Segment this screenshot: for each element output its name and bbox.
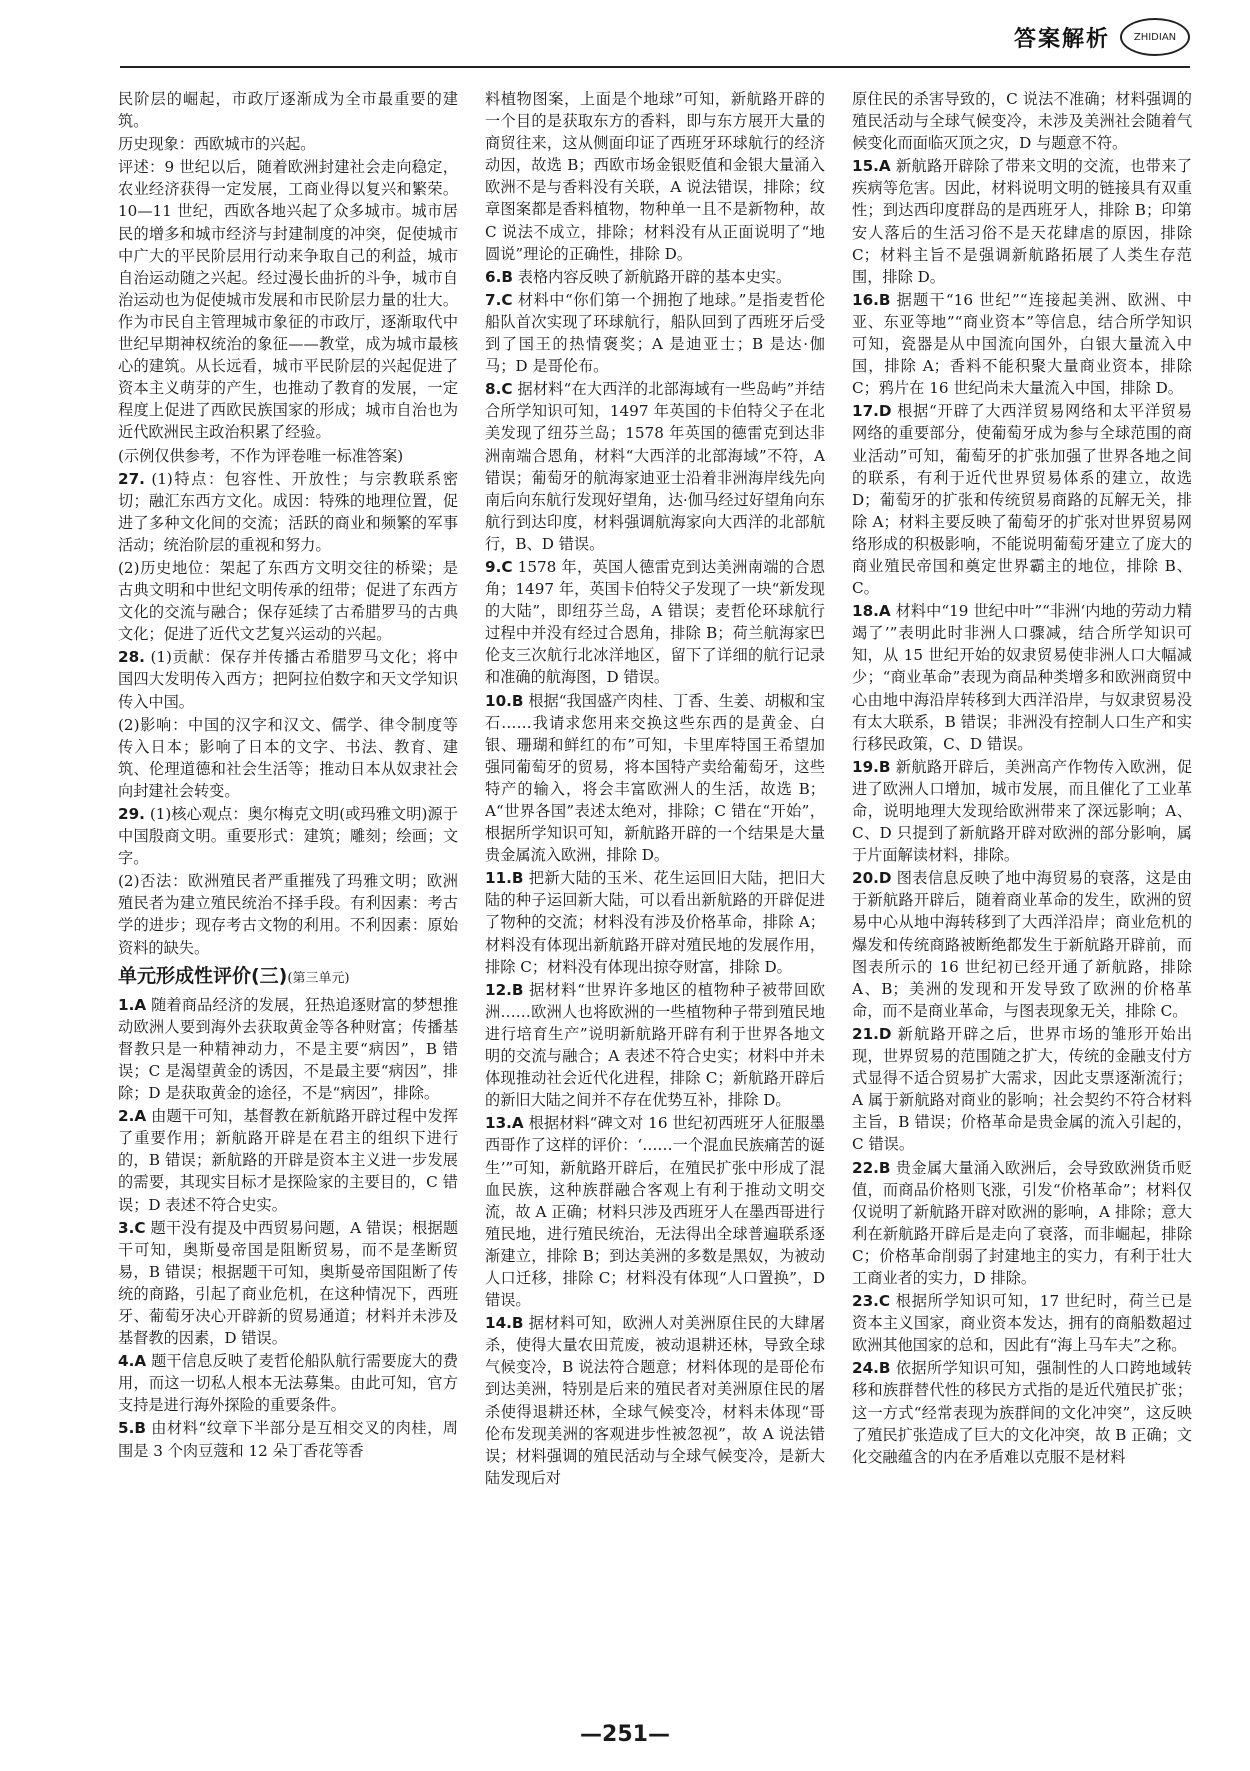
answer-text: 1578 年，英国人德雷克到达美洲南端的合恩角；1497 年，英国卡伯特父子发现了一块“新发现的大陆”，即纽芬兰岛，A 错误；麦哲伦环球航行过程中并没有经过合恩角，排除 B；荷兰航海家巴伦支三次航行北冰洋地区，留下了详细的航行记录和准确的航海图，D 错误。 xyxy=(485,557,825,687)
answer-item xyxy=(118,468,458,556)
answer-text: 据材料“世界许多地区的植物种子被带回欧洲……欧洲人也将欧洲的一些植物种子带到殖民地进行培育生产”说明新航路开辟有利于世界各地文明的交流与融合；A 表述不符合史实；材料中并未体现推动社会近代化进程，排除 C；新航路开辟后的新旧大陆之间并不存在优势互补，排除 D。 xyxy=(485,980,825,1110)
answer-number: 9.C xyxy=(485,557,513,576)
answer-text: 新航路开辟之后，世界市场的雏形开始出现，世界贸易的范围随之扩大，传统的金融支付方式显得不适合贸易扩大需求，因此支票逐渐流行；A 属于新航路对商业的影响；社会契约不符合材料主旨，B 错误；价格革命是贵金属的流入引起的，C 错误。 xyxy=(852,1024,1192,1154)
answer-number: 16.B xyxy=(852,290,891,309)
answer-item xyxy=(852,1290,1192,1356)
column-middle xyxy=(485,88,825,1693)
answer-text: 评述：9 世纪以后，随着欧洲封建社会走向稳定，农业经济获得一定发展，工商业得以复兴和繁荣。10—11 世纪，西欧各地兴起了众多城市。城市居民的增多和城市经济与封建制度的冲突，促使城市中广大的平民阶层用行动来争取自己的利益，城市自治运动随之兴起。经过漫长曲折的斗争，城市自治运动也为促使城市发展和市民阶层力量的壮大。作为市民自主管理城市象征的市政厅，逐渐取代中世纪早期神权统治的象征——教堂，成为城市最核心的建筑。从长远看，城市平民阶层的兴起促进了资本主义萌芽的产生，也推动了教育的发展，一定程度上促进了西欧民族国家的形成；城市自治也为近代欧洲民主政治积累了经验。 xyxy=(118,158,458,442)
answer-text: (2)否法：欧洲殖民者严重摧残了玛雅文明；欧洲殖民者为建立殖民统治不择手段。有利因素：考古学的进步；现存考古文物的利用。不利因素：原始资料的缺失。 xyxy=(118,872,458,957)
answer-item xyxy=(118,646,458,712)
answer-text: 依据所学知识可知，强制性的人口跨地域转移和族群替代性的移民方式指的是近代殖民扩张；这一方式“经常表现为族群间的文化冲突”，这反映了殖民扩张造成了巨大的文化冲突，故 B 正确；文化交融蕴含的内在矛盾难以克服不是材料 xyxy=(852,1359,1192,1466)
answer-text: 据材料可知，欧洲人对美洲原住民的大肆屠杀，使得大量农田荒废，被动退耕还林，导致全球气候变冷，B 说法符合题意；材料体现的是哥伦布到达美洲，特别是后来的殖民者对美洲原住民的屠杀使得退耕还林，全球气候变冷，材料未体现“哥伦布发现美洲的客观进步性被忽视”，故 A 说法错误；材料强调的殖民活动与全球气候变冷，是新大陆发现后对 xyxy=(485,1314,825,1487)
answer-paragraph xyxy=(852,88,1192,154)
answer-text: 新航路开辟除了带来文明的交流，也带来了疾病等危害。因此，材料说明文明的链接具有双重性；到达西印度群岛的是西班牙人，排除 B；印第安人落后的生活习俗不是天花肆虐的原因，排除 C；材料主旨不是强调新航路拓展了人类生存范围，排除 D。 xyxy=(852,157,1192,286)
answer-paragraph xyxy=(485,88,825,265)
answer-item xyxy=(485,690,825,867)
answer-item xyxy=(852,155,1192,288)
answer-item xyxy=(485,289,825,377)
column-right xyxy=(852,88,1192,1693)
answer-number: 8.C xyxy=(485,380,513,399)
answer-paragraph xyxy=(118,445,458,467)
answer-number: 12.B xyxy=(485,980,524,999)
answer-paragraph xyxy=(118,156,458,443)
answer-number: 13.A xyxy=(485,1114,524,1133)
header-title: 答案解析 xyxy=(1013,26,1110,52)
answer-paragraph xyxy=(118,88,458,132)
answer-text: 料植物图案，上面是个地球”可知，新航路开辟的一个目的是获取东方的香料，即与东方展开大量的商贸往来，这从侧面印证了西班牙环球航行的经济动因，故选 B；西欧市场金银贬值和金银大量涌入欧洲不是与香料没有关联，A 说法错误，排除；纹章图案都是香料植物，物种单一且不是新物种，故 C 说法不成立，排除；材料没有从正面说明了“地圆说”理论的正确性，排除 D。 xyxy=(485,90,825,263)
answer-text: 由材料“纹章下半部分是互相交叉的肉桂，周围是 3 个肉豆蔻和 12 朵丁香花等香 xyxy=(118,1419,458,1460)
answer-item xyxy=(852,1157,1192,1290)
answer-item xyxy=(118,1417,458,1461)
answer-item xyxy=(852,1023,1192,1156)
answer-item xyxy=(852,1357,1192,1467)
answer-text: (1)贡献：保存并传播古希腊罗马文化；将中国四大发明传入西方；把阿拉伯数字和天文学知识传入中国。 xyxy=(118,648,458,711)
answer-text: 题干信息反映了麦哲伦船队航行需要庞大的费用，而这一切私人根本无法募集。由此可知，官方支持是进行海外探险的重要条件。 xyxy=(118,1352,458,1415)
answer-text: 根据“开辟了大西洋贸易网络和太平洋贸易网络的重要部分，使葡萄牙成为参与全球范围的商业活动”可知，葡萄牙的扩张加强了世界各地之间的联系，有利于近代世界贸易体系的建立，故选 D；葡萄牙的扩张和传统贸易商路的瓦解无关，排除 A；材料主要反映了葡萄牙的扩张对世界贸易网络形成的积极影响，不能说明葡萄牙建立了庞大的商业殖民帝国和奠定世界霸主的地位，排除 B、C。 xyxy=(852,402,1192,598)
answer-number: 5.B xyxy=(118,1419,146,1438)
answer-text: 据材料“在大西洋的北部海域有一些岛屿”并结合所学知识可知，1497 年英国的卡伯特父子在北美发现了纽芬兰岛；1578 年英国的德雷克到达非洲南端合恩角，材料“大西洋的北部海域”不符，A 错误；葡萄牙的航海家迪亚士沿着非洲海岸线先向南后向东航行发现好望角，达·伽马经过好望角向东航行到达印度，材料强调航海家向大西洋的北部航行，B、D 错误。 xyxy=(485,380,825,553)
section-subtitle: (第三单元) xyxy=(287,970,350,986)
answer-number: 27. xyxy=(118,469,145,488)
answer-number: 1.A xyxy=(118,995,147,1014)
answer-text: 图表信息反映了地中海贸易的衰落，这是由于新航路开辟后，随着商业革命的发生，欧洲的贸易中心从地中海转移到了大西洋沿岸；商业危机的爆发和传统商路被断绝都发生于新航路开辟前，而图表所示的 16 世纪初已经开通了新航路，排除 A、B；美洲的发现和开发导致了欧洲的价格革命，而不是商业革命，与图表现象无关，排除 C。 xyxy=(852,869,1192,1020)
answer-text: 材料中“你们第一个拥抱了地球。”是指麦哲伦船队首次实现了环球航行，船队回到了西班牙后受到了国王的热情褒奖；A 是迪亚士；B 是达·伽马；D 是哥伦布。 xyxy=(485,290,825,376)
answer-item xyxy=(485,867,825,977)
answer-number: 6.B xyxy=(485,267,513,286)
answer-text: (1)核心观点：奥尔梅克文明(或玛雅文明)源于中国殷商文明。重要形式：建筑；雕刻；绘画；文字。 xyxy=(118,805,458,868)
answer-paragraph xyxy=(118,870,458,958)
answer-number: 19.B xyxy=(852,757,891,776)
answer-text: 根据“我国盛产肉桂、丁香、生姜、胡椒和宝石……我请求您用来交换这些东西的是黄金、白银、珊瑚和鲜红的布”可知，卡里库特国王希望加强同葡萄牙的贸易，将本国特产卖给葡萄牙，这些特产的输入，将会丰富欧洲人的生活，故选 B；A“世界各国”表述太绝对，排除；C 错在“开始”，根据所学知识可知，新航路开辟的一个结果是大量贵金属流入欧洲，排除 D。 xyxy=(485,691,825,865)
answer-number: 20.D xyxy=(852,869,892,888)
answer-item xyxy=(852,756,1192,866)
logo-text: ZHIDIAN xyxy=(1133,31,1177,43)
answer-number: 2.A xyxy=(118,1107,147,1126)
answer-text: 新航路开辟后，美洲高产作物传入欧洲，促进了欧洲人口增加，城市发展，而且催化了工业革命，说明地理大发现给欧洲带来了深远影响；A、C、D 只提到了新航路开辟对欧洲的部分影响，属于片面解读材料，排除。 xyxy=(852,757,1192,865)
answer-number: 4.A xyxy=(118,1352,147,1371)
answer-text: (2)影响：中国的汉字和汉文、儒学、律令制度等传入日本；影响了日本的文字、书法、教育、建筑、伦理道德和社会生活等；推动日本从奴隶社会向封建社会转变。 xyxy=(118,715,458,800)
answer-paragraph xyxy=(118,714,458,802)
answer-number: 24.B xyxy=(852,1359,891,1378)
answer-text: (2)历史地位：架起了东西方文明交往的桥梁；是古典文明和中世纪文明传承的纽带；促进了东西方文化的交流与融合；保存延续了古希腊罗马的古典文化；促进了近代文艺复兴运动的兴起。 xyxy=(118,558,458,644)
answer-item xyxy=(118,803,458,869)
answer-text: 把新大陆的玉米、花生运回旧大陆，把旧大陆的种子运回新大陆，可以看出新航路的开辟促进了物种的交流；材料没有涉及价格革命，排除 A；材料没有体现出新航路开辟对殖民地的发展作用，排除 C；材料没有体现出掠夺财富，排除 D。 xyxy=(485,869,825,976)
answer-text: 原住民的杀害导致的，C 说法不准确；材料强调的殖民活动与全球气候变冷，未涉及美洲社会随着气候变化而面临灭顶之灾，D 与题意不符。 xyxy=(852,90,1192,153)
answer-item xyxy=(485,378,825,555)
answer-number: 22.B xyxy=(852,1158,891,1177)
answer-item xyxy=(118,1350,458,1416)
page-header xyxy=(1014,18,1190,56)
answer-number: 23.C xyxy=(852,1292,891,1311)
answer-item xyxy=(485,266,825,288)
answer-text: 材料中“19 世纪中叶”“非洲‘内地的劳动力精竭了’”表明此时非洲人口骤减，结合所学知识可知，从 15 世纪开始的奴隶贸易使非洲人口大幅减少；“商业革命”表现为商品种类增多和欧洲商贸中心由地中海沿岸转移到大西洋沿岸，与奴隶贸易没有太大联系，B 错误；非洲没有控制人口生产和实行移民政策，C、D 错误。 xyxy=(852,602,1192,753)
answer-text: (示例仅供参考，不作为评卷唯一标准答案) xyxy=(118,446,404,465)
answer-text: 历史现象：西欧城市的兴起。 xyxy=(118,135,316,154)
column-left xyxy=(118,88,458,1693)
publisher-logo-icon xyxy=(1120,18,1190,56)
answer-text: 题干没有提及中西贸易问题，A 错误；根据题干可知，奥斯曼帝国是阻断贸易，而不是垄断贸易，B 错误；根据题干可知，奥斯曼帝国阻断了传统的商路，引起了商业危机，在这种情况下，西班牙、葡萄牙决心开辟新的贸易通道；材料并未涉及基督教的因素，D 错误。 xyxy=(118,1218,458,1348)
answer-number: 10.B xyxy=(485,691,524,710)
section-title-text: 单元形成性评价(三) xyxy=(118,964,288,987)
answer-item xyxy=(852,289,1192,399)
answer-number: 18.A xyxy=(852,602,891,621)
answer-text: 随着商品经济的发展，狂热追逐财富的梦想推动欧洲人要到海外去获取黄金等各种财富；传播基督教只是一种精神动力，不是主要“病因”，B 错误；C 是渴望黄金的诱因，不是最主要“病因”，排除；D 是获取黄金的途径，不是“病因”，排除。 xyxy=(118,995,458,1103)
answer-number: 17.D xyxy=(852,402,892,421)
text-columns xyxy=(118,88,1192,1693)
answer-item xyxy=(118,1217,458,1350)
answer-number: 21.D xyxy=(852,1024,892,1043)
answer-paragraph xyxy=(118,133,458,155)
answer-item xyxy=(852,400,1192,599)
answer-number: 3.C xyxy=(118,1218,146,1237)
answer-item xyxy=(118,994,458,1104)
answer-number: 28. xyxy=(118,648,145,667)
answer-number: 29. xyxy=(118,805,145,823)
answer-item xyxy=(485,979,825,1112)
answer-paragraph xyxy=(118,557,458,645)
answer-item xyxy=(485,556,825,689)
answer-text: 贵金属大量涌入欧洲后，会导致欧洲货币贬值，而商品价格则飞涨，引发“价格革命”；材料仅仅说明了新航路开辟对欧洲的影响，A 排除；意大利在新航路开辟后是走向了衰落，而非崛起，排除 C；价格革命削弱了封建地主的实力，有利于壮大工商业者的实力，D 排除。 xyxy=(852,1158,1192,1287)
answer-text: 根据所学知识可知，17 世纪时，荷兰已是资本主义国家，商业资本发达，拥有的商船数超过欧洲其他国家的总和，因此有“海上马车夫”之称。 xyxy=(852,1292,1192,1355)
answer-item xyxy=(118,1105,458,1215)
answer-number: 11.B xyxy=(485,869,524,888)
answer-item xyxy=(485,1112,825,1311)
answer-number: 14.B xyxy=(485,1314,524,1333)
answer-number: 15.A xyxy=(852,157,891,176)
answer-text: 民阶层的崛起，市政厅逐渐成为全市最重要的建筑。 xyxy=(118,90,458,131)
answer-number: 7.C xyxy=(485,290,513,309)
answer-item xyxy=(852,600,1192,755)
section-title xyxy=(118,963,458,992)
answer-text: 根据材料“碑文对 16 世纪初西班牙人征服墨西哥作了这样的评价：‘……一个混血民族痛苦的诞生’”可知，新航路开辟后，在殖民扩张中形成了混血民族，这种族群融合客观上有利于推动文明交流，故 A 正确；材料只涉及西班牙人在墨西哥进行殖民地，进行殖民统治，无法得出全球普遍联系逐渐建立，排除 B；到达美洲的多数是黑奴，为被动人口迁移，排除 C；材料没有体现“人口置换”，D 错误。 xyxy=(485,1114,825,1310)
header-divider xyxy=(120,66,1190,68)
answer-text: 表格内容反映了新航路开辟的基本史实。 xyxy=(517,267,792,286)
answer-text: 由题干可知，基督教在新航路开辟过程中发挥了重要作用；新航路开辟是在君主的组织下进行的，B 错误；新航路的开辟是资本主义进一步发展的需要，其现实目标才是探险家的主要目的，C 错误；D 表述不符合史实。 xyxy=(118,1107,458,1214)
page-number: —251— xyxy=(580,1722,670,1747)
answer-text: 据题干“16 世纪”“连接起美洲、欧洲、中亚、东亚等地”“商业资本”等信息，结合所学知识可知，瓷器是从中国流向国外，白银大量流入中国，排除 A；香料不能积聚大量商业资本，排除 C；鸦片在 16 世纪尚未大量流入中国，排除 D。 xyxy=(852,290,1192,398)
answer-item xyxy=(852,867,1192,1022)
answer-item xyxy=(485,1312,825,1489)
answer-text: (1)特点：包容性、开放性；与宗教联系密切；融汇东西方文化。成因：特殊的地理位置，促进了多种文化间的交流；活跃的商业和频繁的军事活动；统治阶层的重视和努力。 xyxy=(118,469,458,554)
